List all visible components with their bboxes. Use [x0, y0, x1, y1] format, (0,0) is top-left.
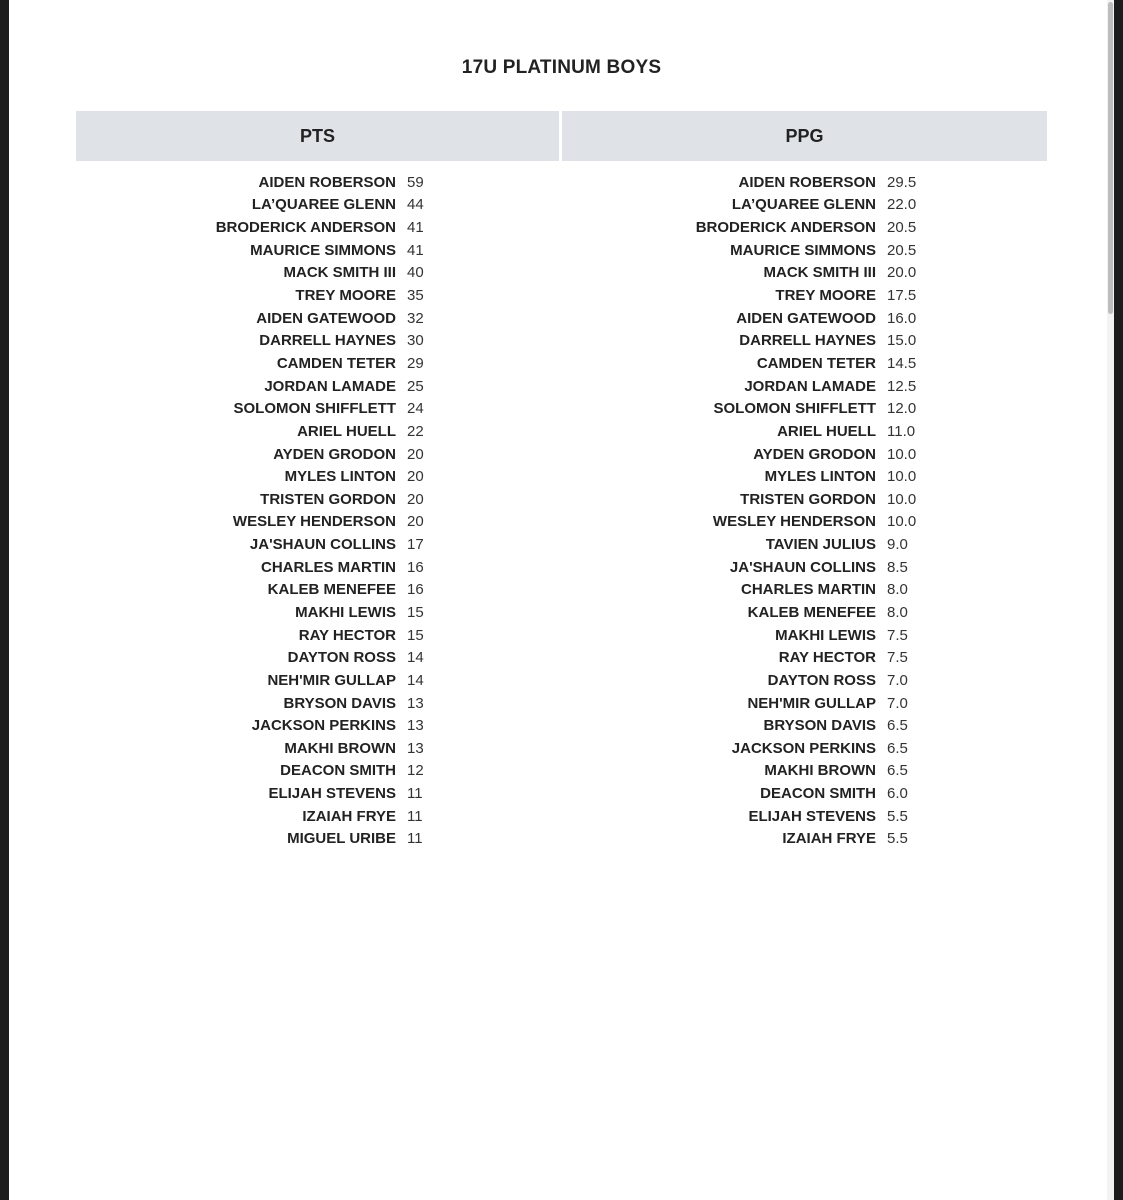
pts-row [76, 805, 559, 828]
ppg-row [562, 397, 1047, 420]
pts-row [76, 579, 559, 602]
ppg-column-header: PPG [562, 111, 1047, 161]
ppg-row [562, 239, 1047, 262]
ppg-value: 5.5 [887, 830, 908, 848]
pts-value: 20 [407, 468, 424, 486]
ppg-row [562, 579, 1047, 602]
left-window-edge [0, 0, 9, 1200]
player-name: AIDEN GATEWOOD [256, 309, 396, 327]
pts-row [76, 533, 559, 556]
ppg-row [562, 601, 1047, 624]
player-name: RAY HECTOR [778, 649, 876, 667]
player-name: MAKHI BROWN [284, 739, 396, 757]
ppg-value: 20.5 [887, 219, 917, 237]
ppg-value: 6.5 [887, 739, 908, 757]
player-name: WESLEY HENDERSON [232, 513, 396, 531]
pts-row [76, 216, 559, 239]
ppg-row [562, 692, 1047, 715]
player-name: MAKHI LEWIS [775, 626, 876, 644]
player-name: ARIEL HUELL [297, 422, 396, 440]
pts-value: 20 [407, 445, 424, 463]
player-name: BRYSON DAVIS [283, 694, 396, 712]
player-name: DARRELL HAYNES [739, 332, 876, 350]
ppg-row [562, 760, 1047, 783]
ppg-value: 11.0 [887, 422, 916, 440]
player-name: ELIJAH STEVENS [268, 785, 396, 803]
pts-row [76, 239, 559, 262]
pts-value: 11 [407, 785, 423, 803]
ppg-row [562, 375, 1047, 398]
right-window-edge [1114, 0, 1123, 1200]
player-name: SOLOMON SHIFFLETT [713, 400, 876, 418]
ppg-row [562, 307, 1047, 330]
ppg-value: 16.0 [887, 309, 917, 327]
pts-row [76, 262, 559, 285]
pts-value: 13 [407, 717, 424, 735]
player-name: ELIJAH STEVENS [748, 807, 876, 825]
player-name: TAVIEN JULIUS [765, 536, 876, 554]
ppg-row [562, 669, 1047, 692]
ppg-value: 8.5 [887, 558, 908, 576]
ppg-row [562, 171, 1047, 194]
pts-value: 44 [407, 196, 424, 214]
ppg-value: 6.0 [887, 785, 908, 803]
page-title: 17U PLATINUM BOYS [461, 57, 662, 78]
ppg-row [562, 828, 1047, 851]
ppg-value: 22.0 [887, 196, 917, 214]
pts-row [76, 737, 559, 760]
pts-value: 32 [407, 309, 424, 327]
pts-row [76, 556, 559, 579]
player-name: MYLES LINTON [764, 468, 876, 486]
pts-value: 41 [407, 241, 424, 259]
player-name: LA’QUAREE GLENN [731, 196, 876, 214]
player-name: DAYTON ROSS [767, 671, 876, 689]
ppg-row [562, 488, 1047, 511]
player-name: NEH'MIR GULLAP [747, 694, 876, 712]
ppg-row [562, 284, 1047, 307]
ppg-row [562, 556, 1047, 579]
pts-row [76, 601, 559, 624]
player-name: BRYSON DAVIS [763, 717, 876, 735]
player-name: BRODERICK ANDERSON [215, 219, 396, 237]
table-header-row [76, 111, 1047, 161]
pts-list [76, 171, 559, 850]
pts-row [76, 782, 559, 805]
pts-row [76, 375, 559, 398]
player-name: MYLES LINTON [284, 468, 396, 486]
ppg-row [562, 216, 1047, 239]
player-name: CAMDEN TETER [276, 354, 396, 372]
scrollbar-thumb[interactable] [1108, 2, 1113, 314]
pts-row [76, 443, 559, 466]
pts-row [76, 284, 559, 307]
player-name: AIDEN ROBERSON [738, 173, 876, 191]
pts-value: 59 [407, 173, 424, 191]
pts-value: 13 [407, 694, 424, 712]
player-name: DARRELL HAYNES [259, 332, 396, 350]
player-name: TREY MOORE [775, 287, 876, 305]
pts-value: 22 [407, 422, 424, 440]
pts-row [76, 669, 559, 692]
pts-value: 14 [407, 671, 424, 689]
pts-row [76, 352, 559, 375]
pts-value: 15 [407, 626, 424, 644]
ppg-row [562, 420, 1047, 443]
player-name: SOLOMON SHIFFLETT [233, 400, 396, 418]
player-name: CAMDEN TETER [756, 354, 876, 372]
ppg-value: 20.0 [887, 264, 917, 282]
ppg-value: 10.0 [887, 445, 917, 463]
ppg-value: 17.5 [887, 287, 917, 305]
ppg-value: 7.0 [887, 694, 908, 712]
ppg-row [562, 714, 1047, 737]
ppg-value: 7.5 [887, 626, 908, 644]
pts-row [76, 511, 559, 534]
pts-row [76, 760, 559, 783]
ppg-value: 8.0 [887, 603, 908, 621]
ppg-row [562, 465, 1047, 488]
ppg-row [562, 511, 1047, 534]
player-name: JORDAN LAMADE [744, 377, 876, 395]
ppg-value: 9.0 [887, 536, 908, 554]
player-name: BRODERICK ANDERSON [695, 219, 876, 237]
pts-row [76, 397, 559, 420]
player-name: JACKSON PERKINS [731, 739, 876, 757]
ppg-value: 10.0 [887, 513, 917, 531]
ppg-value: 14.5 [887, 354, 917, 372]
pts-value: 24 [407, 400, 424, 418]
pts-row [76, 465, 559, 488]
player-name: AIDEN ROBERSON [258, 173, 396, 191]
player-name: AYDEN GRODON [273, 445, 396, 463]
player-name: JACKSON PERKINS [251, 717, 396, 735]
player-name: IZAIAH FRYE [302, 807, 396, 825]
ppg-value: 6.5 [887, 762, 908, 780]
player-name: WESLEY HENDERSON [712, 513, 876, 531]
player-name: JORDAN LAMADE [264, 377, 396, 395]
player-name: IZAIAH FRYE [782, 830, 876, 848]
ppg-value: 15.0 [887, 332, 917, 350]
pts-value: 41 [407, 219, 424, 237]
player-name: LA’QUAREE GLENN [251, 196, 396, 214]
player-name: ARIEL HUELL [777, 422, 876, 440]
ppg-value: 12.0 [887, 400, 917, 418]
player-name: TREY MOORE [295, 287, 396, 305]
pts-value: 11 [407, 807, 423, 825]
pts-value: 20 [407, 490, 424, 508]
player-name: NEH'MIR GULLAP [267, 671, 396, 689]
ppg-value: 8.0 [887, 581, 908, 599]
pts-value: 16 [407, 558, 424, 576]
player-name: DEACON SMITH [760, 785, 876, 803]
player-name: DAYTON ROSS [287, 649, 396, 667]
player-name: CHARLES MARTIN [261, 558, 396, 576]
player-name: DEACON SMITH [280, 762, 396, 780]
pts-row [76, 692, 559, 715]
ppg-value: 20.5 [887, 241, 917, 259]
ppg-value: 7.5 [887, 649, 908, 667]
player-name: MACK SMITH III [763, 264, 876, 282]
player-name: TRISTEN GORDON [740, 490, 876, 508]
ppg-value: 12.5 [887, 377, 917, 395]
pts-value: 11 [407, 830, 423, 848]
player-name: MAKHI BROWN [764, 762, 876, 780]
ppg-row [562, 624, 1047, 647]
ppg-row [562, 646, 1047, 669]
pts-value: 25 [407, 377, 424, 395]
ppg-row [562, 262, 1047, 285]
player-name: JA'SHAUN COLLINS [729, 558, 876, 576]
pts-row [76, 420, 559, 443]
ppg-row [562, 805, 1047, 828]
pts-row [76, 488, 559, 511]
pts-row [76, 307, 559, 330]
ppg-row [562, 782, 1047, 805]
ppg-row [562, 194, 1047, 217]
player-name: RAY HECTOR [298, 626, 396, 644]
ppg-row [562, 352, 1047, 375]
pts-row [76, 171, 559, 194]
pts-row [76, 714, 559, 737]
player-name: MAKHI LEWIS [295, 603, 396, 621]
ppg-row [562, 443, 1047, 466]
player-name: MIGUEL URIBE [287, 830, 396, 848]
pts-value: 29 [407, 354, 424, 372]
ppg-list [562, 171, 1047, 850]
pts-value: 15 [407, 603, 424, 621]
player-name: TRISTEN GORDON [260, 490, 396, 508]
pts-value: 13 [407, 739, 424, 757]
player-name: MAURICE SIMMONS [250, 241, 396, 259]
ppg-value: 10.0 [887, 468, 917, 486]
player-name: KALEB MENEFEE [267, 581, 396, 599]
player-name: MAURICE SIMMONS [730, 241, 876, 259]
pts-column-header: PTS [76, 111, 559, 161]
player-name: MACK SMITH III [283, 264, 396, 282]
player-name: JA'SHAUN COLLINS [249, 536, 396, 554]
ppg-value: 10.0 [887, 490, 917, 508]
ppg-value: 6.5 [887, 717, 908, 735]
player-name: KALEB MENEFEE [747, 603, 876, 621]
pts-value: 30 [407, 332, 424, 350]
player-name: AYDEN GRODON [753, 445, 876, 463]
ppg-row [562, 737, 1047, 760]
ppg-value: 5.5 [887, 807, 908, 825]
pts-value: 20 [407, 513, 424, 531]
ppg-value: 29.5 [887, 173, 917, 191]
pts-row [76, 329, 559, 352]
pts-row [76, 828, 559, 851]
ppg-value: 7.0 [887, 671, 908, 689]
pts-value: 14 [407, 649, 424, 667]
pts-row [76, 624, 559, 647]
player-name: CHARLES MARTIN [741, 581, 876, 599]
pts-value: 40 [407, 264, 424, 282]
pts-row [76, 646, 559, 669]
player-name: AIDEN GATEWOOD [736, 309, 876, 327]
pts-row [76, 194, 559, 217]
ppg-row [562, 329, 1047, 352]
ppg-row [562, 533, 1047, 556]
pts-value: 35 [407, 287, 424, 305]
pts-value: 16 [407, 581, 424, 599]
pts-value: 17 [407, 536, 424, 554]
pts-value: 12 [407, 762, 424, 780]
